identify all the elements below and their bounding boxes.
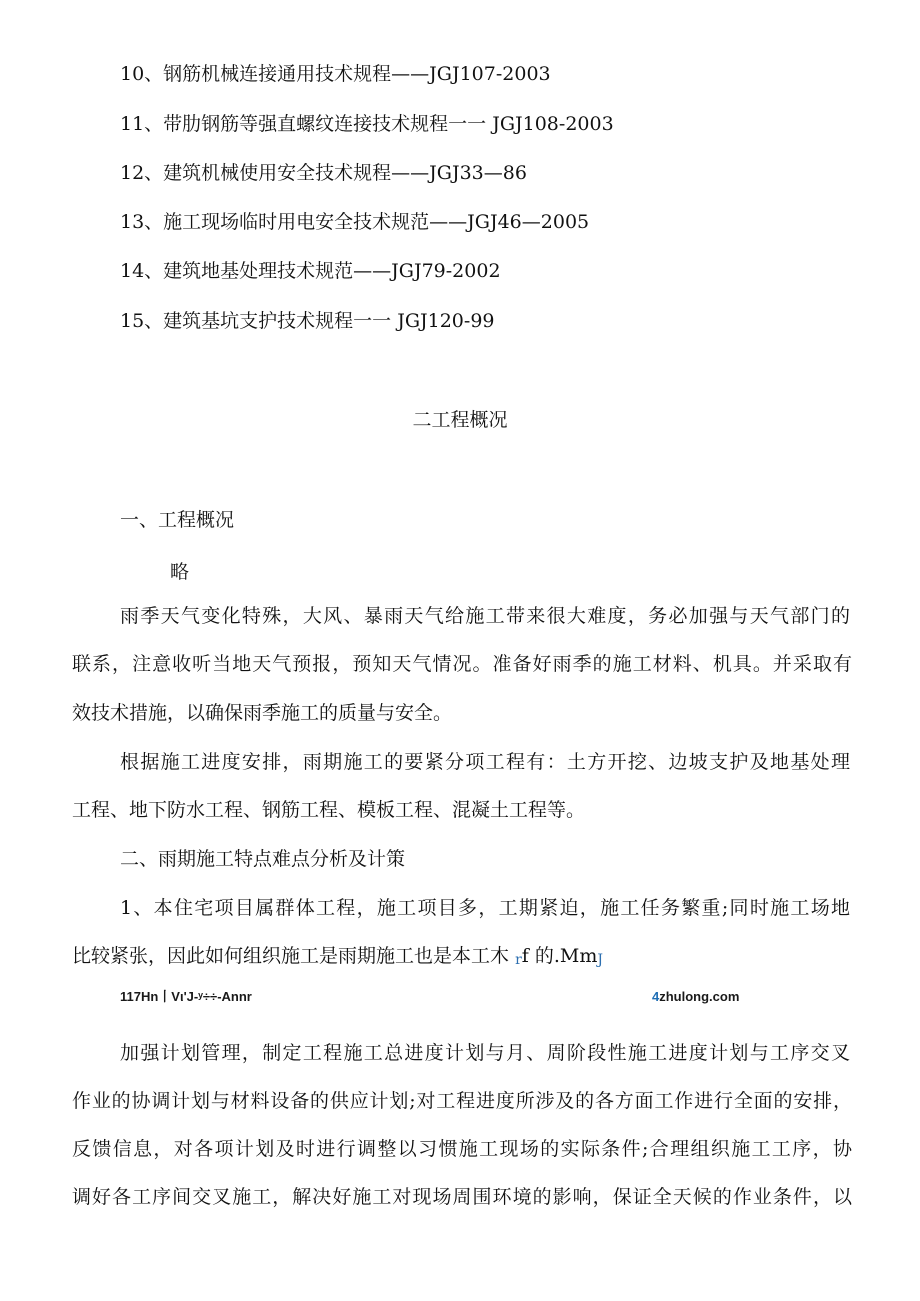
watermark-text: zhulong.com: [659, 989, 740, 1004]
brief-text: 略: [170, 561, 190, 583]
reference-item: 13、施工现场临时用电安全技术规范——JGJ46—2005: [120, 211, 590, 233]
paragraph-line: 根据施工进度安排，雨期施工的要紧分项工程有：土方开挖、边坡支护及地基处理: [120, 751, 850, 773]
reference-item: 10、钢筋机械连接通用技术规程——JGJ107-2003: [120, 63, 551, 85]
watermark-accent: 4: [652, 989, 660, 1004]
paragraph-line: 反馈信息，对各项计划及时进行调整以习惯施工现场的实际条件;合理组织施工工序，协: [72, 1138, 852, 1160]
site-watermark: [652, 988, 739, 1006]
section-heading: 一、工程概况: [120, 509, 235, 531]
paragraph-line: 作业的协调计划与材料设备的供应计划;对工程进度所涉及的各方面工作进行全面的安排，: [72, 1090, 852, 1112]
paragraph-line: 工程、地下防水工程、钢筋工程、模板工程、混凝土工程等。: [72, 799, 586, 821]
reference-item: 14、建筑地基处理技术规范——JGJ79-2002: [120, 260, 501, 282]
text-segment: 比较紧张，因此如何组织施工是雨期施工也是本工木: [72, 945, 510, 967]
reference-item: 12、建筑机械使用安全技术规程——JGJ33—86: [120, 162, 527, 184]
chapter-title: 二工程概况: [412, 409, 508, 431]
paragraph-line: 调好各工序间交叉施工，解决好施工对现场周围环境的影响，保证全天候的作业条件，以: [72, 1186, 852, 1208]
page-footer-left: 117Hn丨Vι'J-ʸ÷÷-Annr: [120, 989, 252, 1004]
text-segment: Mm: [559, 945, 598, 967]
paragraph-line: [72, 944, 603, 972]
reference-item: 15、建筑基坑支护技术规程一一 JGJ120-99: [120, 310, 495, 332]
paragraph-line: 1、本住宅项目属群体工程，施工项目多，工期紧迫，施工任务繁重;同时施工场地: [120, 897, 850, 919]
text-segment: f 的.: [521, 945, 560, 967]
ocr-artifact: J: [597, 952, 603, 968]
paragraph-line: 联系，注意收听当地天气预报，预知天气情况。准备好雨季的施工材料、机具。并采取有: [72, 653, 852, 675]
reference-item: 11、带肋钢筋等强直螺纹连接技术规程一一 JGJ108-2003: [120, 113, 614, 135]
paragraph-line: 效技术措施，以确保雨季施工的质量与安全。: [72, 702, 453, 724]
paragraph-line: 加强计划管理，制定工程施工总进度计划与月、周阶段性施工进度计划与工序交叉: [120, 1042, 850, 1064]
ocr-artifact: r: [515, 952, 522, 968]
paragraph-line: 雨季天气变化特殊，大风、暴雨天气给施工带来很大难度，务必加强与天气部门的: [120, 605, 850, 627]
section-heading: 二、雨期施工特点难点分析及计策: [120, 848, 406, 870]
